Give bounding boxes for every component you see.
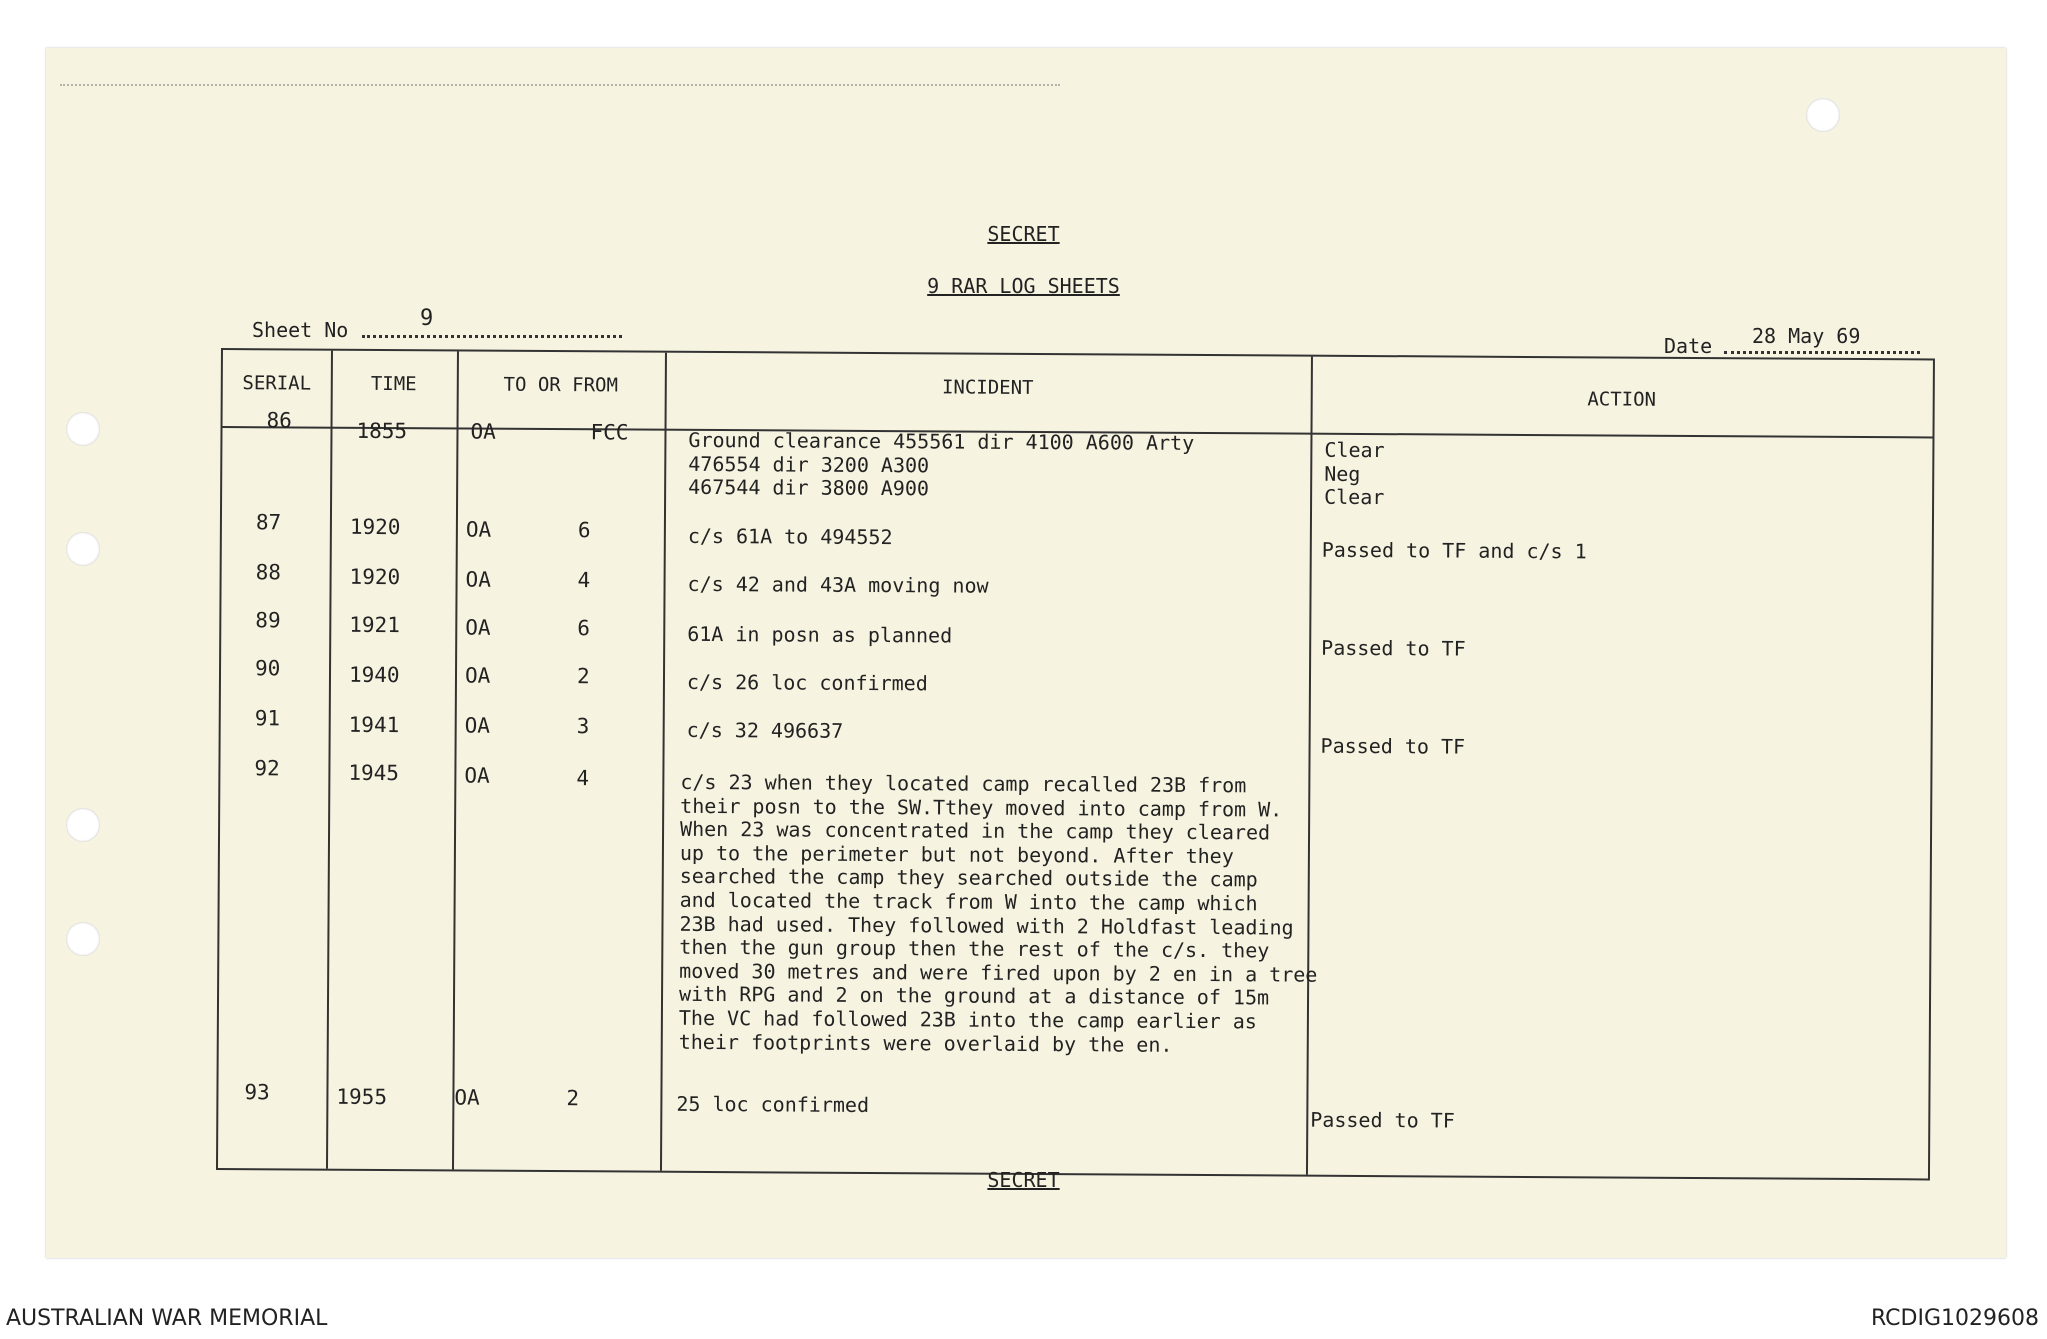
serial-cell: 87 — [255, 510, 282, 535]
classification-top: SECRET — [987, 222, 1060, 246]
time-cell: 1940 — [348, 662, 400, 688]
column-divider — [326, 351, 333, 1169]
to-cell: 4 — [576, 766, 590, 791]
serial-cell: 89 — [255, 608, 281, 633]
incident-cell: 61A in posn as planned — [687, 621, 953, 648]
date-label: Date — [1664, 334, 1713, 358]
header-to-or-from: TO OR FROM — [503, 373, 619, 397]
footer-record-id: RCDIG1029608 — [1870, 1306, 2039, 1331]
serial-cell: 93 — [244, 1080, 270, 1105]
serial-cell: 86 — [266, 408, 292, 433]
incident-cell: Ground clearance 455561 dir 4100 A600 Arty 476554 dir 3200 A300 467544 dir 3800 A900 — [688, 427, 1195, 501]
time-cell: 1855 — [356, 418, 408, 444]
to-cell: 6 — [577, 518, 591, 543]
time-cell: 1941 — [348, 712, 400, 738]
to-cell: 6 — [577, 616, 591, 641]
to-cell: 4 — [577, 568, 591, 593]
punch-hole — [66, 532, 100, 566]
top-edge-marks — [60, 84, 1060, 86]
column-divider — [452, 351, 459, 1169]
classification-bottom: SECRET — [987, 1168, 1060, 1192]
from-cell: OA — [464, 713, 491, 738]
header-incident: INCIDENT — [941, 376, 1034, 399]
incident-cell: c/s 42 and 43A moving now — [687, 571, 989, 598]
from-cell: OA — [465, 615, 491, 640]
action-cell: Passed to TF and c/s 1 — [1321, 537, 1587, 564]
punch-hole — [66, 922, 100, 956]
to-cell: FCC — [590, 420, 629, 445]
punch-hole — [66, 412, 100, 446]
header-serial: SERIAL — [242, 372, 312, 395]
from-cell: OA — [464, 663, 491, 688]
sheet-no-label: Sheet No — [252, 318, 349, 342]
incident-cell: c/s 61A to 494552 — [687, 523, 893, 550]
action-cell: Passed to TF — [1321, 635, 1466, 661]
from-cell: OA — [464, 763, 490, 788]
incident-cell: c/s 32 496637 — [686, 717, 844, 743]
time-cell: 1920 — [349, 564, 401, 590]
to-cell: 2 — [566, 1086, 580, 1111]
incident-cell: 25 loc confirmed — [676, 1091, 870, 1117]
to-cell: 2 — [576, 664, 590, 689]
date-value: 28 May 69 — [1724, 324, 1920, 354]
time-cell: 1920 — [349, 514, 401, 540]
to-cell: 3 — [576, 714, 590, 739]
time-cell: 1921 — [349, 612, 400, 638]
header-time: TIME — [370, 372, 417, 396]
serial-cell: 92 — [254, 756, 280, 781]
from-cell: OA — [470, 419, 496, 444]
header-action: ACTION — [1587, 388, 1657, 411]
action-cell: Passed to TF — [1310, 1107, 1455, 1133]
time-cell: 1955 — [336, 1084, 388, 1110]
from-cell: OA — [465, 517, 492, 542]
serial-cell: 88 — [255, 560, 282, 585]
serial-cell: 90 — [254, 656, 281, 681]
punch-hole — [66, 808, 100, 842]
column-divider — [660, 353, 667, 1171]
punch-hole — [1806, 98, 1840, 132]
from-cell: OA — [454, 1085, 480, 1110]
document-title: 9 RAR LOG SHEETS — [927, 274, 1120, 298]
from-cell: OA — [465, 567, 491, 592]
time-cell: 1945 — [348, 760, 400, 786]
serial-cell: 91 — [254, 706, 281, 731]
incident-cell: c/s 23 when they located camp recalled 23B from their posn to the SW.Tthey moved into camp from W. When 23 was concentrated in the camp they cleared up to the perimeter but not beyond. After they searched the camp they searched outside the camp and located the track from W into the camp which 23B had used. They followed with 2 Holdfast leading then the gun group then the rest of the c/s. they moved 30 metres and were fired upon by 2 en in a tree with RPG and 2 on the ground at a distance of 15m The VC had followed 23B into the camp earlier as their footprints were overlaid by the en. — [678, 769, 1318, 1057]
action-cell: Clear Neg Clear — [1324, 437, 1385, 510]
action-cell: Passed to TF — [1320, 733, 1466, 759]
footer-archive-name: AUSTRALIAN WAR MEMORIAL — [6, 1306, 328, 1331]
incident-cell: c/s 26 loc confirmed — [686, 669, 928, 696]
log-table — [216, 348, 1935, 1180]
sheet-no-value: 9 — [362, 306, 622, 338]
